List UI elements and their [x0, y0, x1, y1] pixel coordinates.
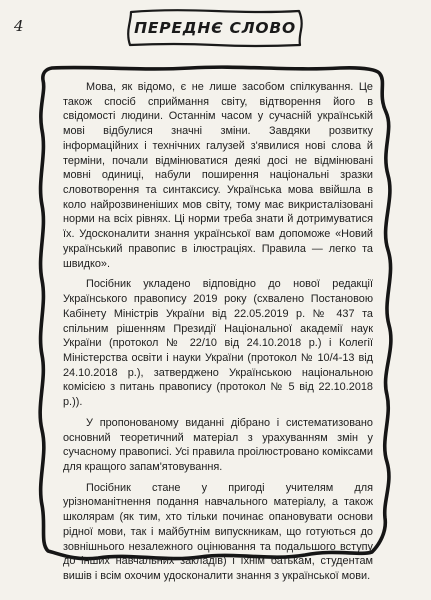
- page-title: ПЕРЕДНЄ СЛОВО: [134, 19, 296, 37]
- page-number: 4: [14, 17, 24, 35]
- paragraph: Посібник стане у пригоді учителям для урізноманітнення подання навчального матеріалу, а також школярам (як тим, хто тільки починає опановувати основи рідної мови, так і майбутнім випускникам, що готуються до зовнішнього незалежного оцінювання та подальшого вступу до інших навчальних закладів) і їхнім батькам, студентам вишів і всім охочим удосконалити знання з української мови.: [63, 481, 373, 582]
- paragraph: Посібник укладено відповідно до нової редакції Українського правопису 2019 року (схвалено Постановою Кабінету Міністрів України від 22.05.2019 р. № 437 та спільним рішенням Президії Національної академії наук України (протокол № 22/10 від 24.10.2018 р.) і Колегії Міністерства освіти і науки України (протокол № 10/4-13 від 24.10.2018 р.), затверджено Українською національною комісією з питань правопису (протокол № 5 від 22.10.2018 р.)).: [63, 278, 373, 409]
- paragraph: Мова, як відомо, є не лише засобом спілкування. Це також спосіб сприймання світу, відтворення його в свідомості людини. Останнім часом у сучасній українській мові відбулися значні зміни. Завдяки розвитку інформаційних і технічних галузей з'явилися нові слова й терміни, почали відмінюватися деякі досі не відмінювані мовні одиниці, набули поширення національні зразки словотворення та синтаксису. Українська мова ввійшла в коло найрозвиненіших мов світу, тому має викристалізовані норми на всіх рівнях. Ці норми треба знати й дотримуватися їх. Удосконалити знання української вам допоможе «Новий український правопис в ілюстраціях. Правила — легко та швидко».: [63, 81, 373, 270]
- foreword-body: [63, 80, 373, 584]
- paragraph: У пропонованому виданні дібрано і систематизовано основний теоретичний матеріал з урахуванням змін у сучасному правописі. Усі правила проілюстровано комiксами для кращого запам'ятовування.: [63, 416, 373, 473]
